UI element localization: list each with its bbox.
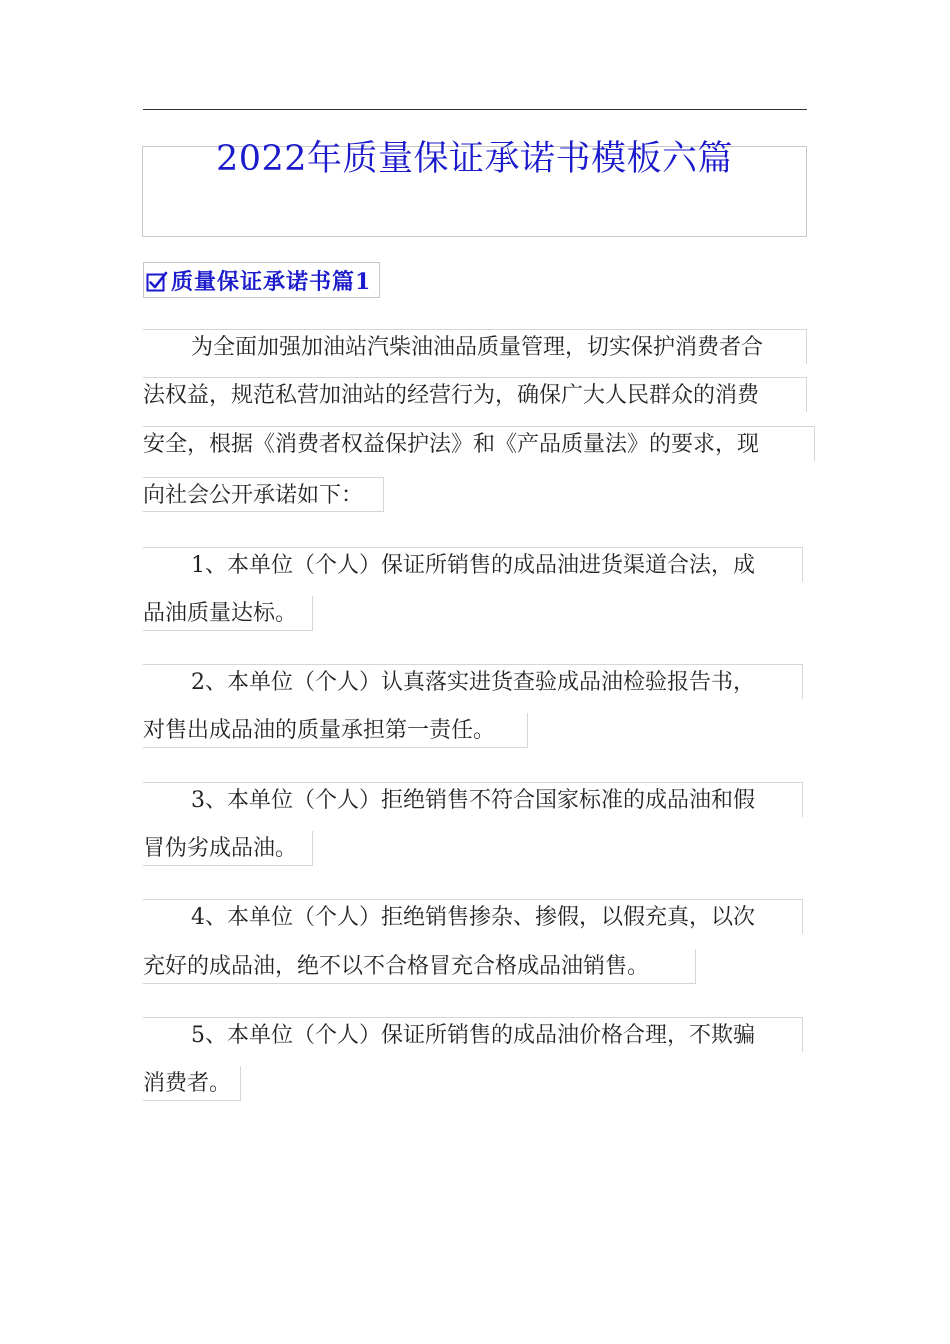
intro-line-3: 安全，根据《消费者权益保护法》和《产品质量法》的要求，现 bbox=[143, 426, 815, 461]
section-heading-text: 质量保证承诺书篇1 bbox=[171, 268, 372, 295]
item-5-line-1: 5、本单位（个人）保证所销售的成品油价格合理，不欺骗 bbox=[143, 1017, 803, 1052]
section-heading bbox=[143, 262, 380, 298]
item-4-line-2: 充好的成品油，绝不以不合格冒充合格成品油销售。 bbox=[143, 949, 696, 984]
item-2-line-2: 对售出成品油的质量承担第一责任。 bbox=[143, 713, 528, 748]
intro-line-2: 法权益，规范私营加油站的经营行为，确保广大人民群众的消费 bbox=[143, 377, 807, 412]
item-5-line-2: 消费者。 bbox=[143, 1066, 241, 1101]
intro-line-4: 向社会公开承诺如下： bbox=[143, 477, 384, 512]
item-1-line-1: 1、本单位（个人）保证所销售的成品油进货渠道合法，成 bbox=[143, 547, 803, 582]
item-2-line-1: 2、本单位（个人）认真落实进货查验成品油检验报告书， bbox=[143, 664, 803, 699]
item-3-line-2: 冒伪劣成品油。 bbox=[143, 831, 313, 866]
header-rule bbox=[143, 109, 807, 110]
item-3-line-1: 3、本单位（个人）拒绝销售不符合国家标准的成品油和假 bbox=[143, 782, 803, 817]
item-1-line-2: 品油质量达标。 bbox=[143, 596, 313, 631]
document-title: 2022年质量保证承诺书模板六篇 bbox=[215, 139, 734, 179]
intro-line-1: 为全面加强加油站汽柴油油品质量管理，切实保护消费者合 bbox=[143, 329, 807, 364]
checkbox-checked-icon bbox=[146, 271, 168, 293]
item-4-line-1: 4、本单位（个人）拒绝销售掺杂、掺假，以假充真，以次 bbox=[143, 899, 803, 934]
